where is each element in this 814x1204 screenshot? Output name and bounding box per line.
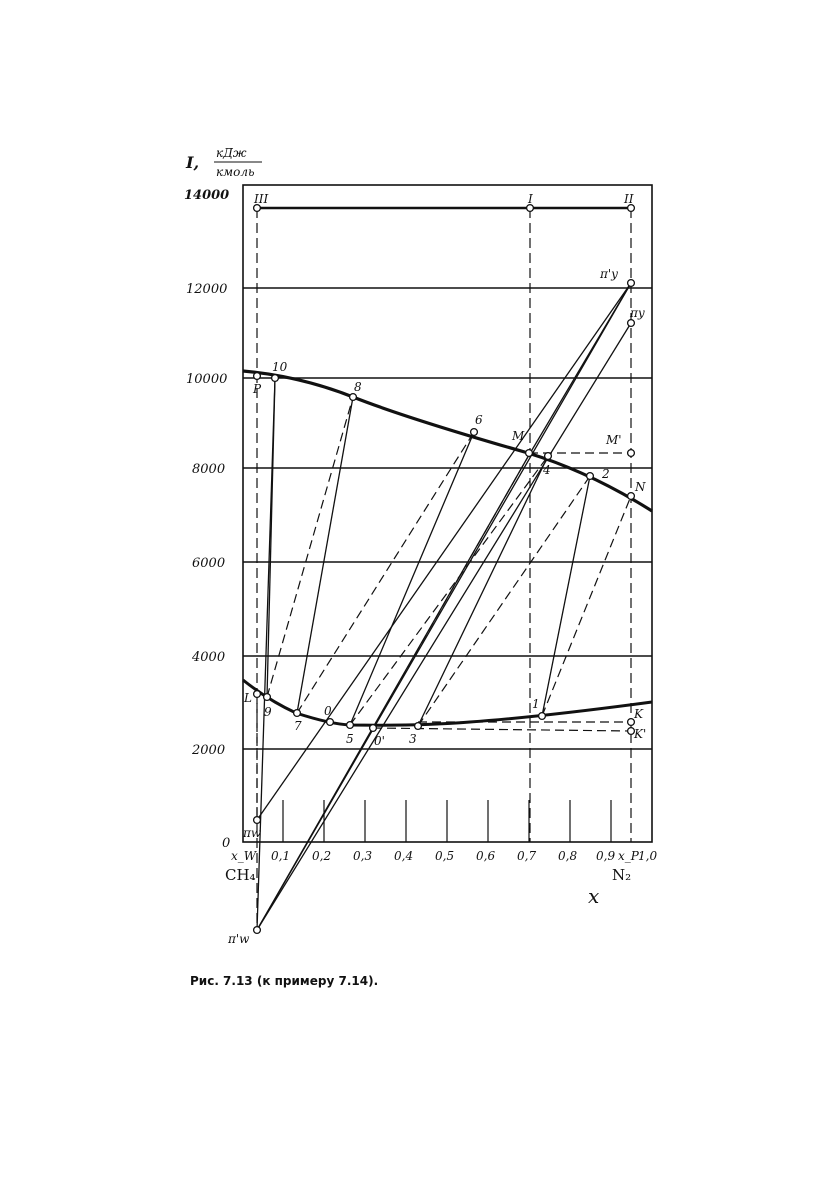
point-label: 5 <box>346 732 354 746</box>
dashed-tie-lines <box>257 397 631 820</box>
point-marker <box>370 725 377 732</box>
point-marker <box>254 691 261 698</box>
point-piy-prime <box>599 267 634 286</box>
point-5 <box>346 722 354 746</box>
y-tick-label: 4000 <box>192 650 226 665</box>
y-tick-labels <box>184 188 230 851</box>
tie-line <box>373 455 529 728</box>
point-6 <box>471 413 483 435</box>
point-7 <box>294 710 302 733</box>
point-marker <box>587 473 594 480</box>
point-label: M <box>512 429 525 443</box>
figure-caption: Рис. 7.13 (к примеру 7.14). <box>190 974 379 988</box>
x-tick-label: 0,6 <box>476 849 496 863</box>
point-label: 10 <box>272 360 288 374</box>
point-I <box>527 192 534 211</box>
x-special-label-xp: x_P <box>618 849 639 863</box>
point-marker <box>628 450 635 457</box>
liquid-enthalpy-curve <box>243 680 652 725</box>
point-label: 9 <box>264 705 272 719</box>
y-tick-label: 2000 <box>192 743 226 758</box>
point-label: 1 <box>532 697 540 711</box>
x-tick-label: 0,3 <box>353 849 373 863</box>
point-piw <box>242 817 262 840</box>
x-tick-label: 1,0 <box>638 849 658 863</box>
y-tick-label: 6000 <box>192 556 226 571</box>
point-marker <box>545 453 552 460</box>
point-K-prime <box>628 727 647 741</box>
point-marker <box>254 817 261 824</box>
point-marker <box>471 429 478 436</box>
point-label: 6 <box>475 413 483 427</box>
point-label: 0' <box>374 734 385 748</box>
x-tick-label: 0,4 <box>394 849 414 863</box>
point-marker <box>327 719 334 726</box>
point-label: π'w <box>228 932 250 946</box>
point-marker <box>628 280 635 287</box>
op-line <box>257 323 631 930</box>
point-label: 0 <box>324 704 332 718</box>
x-tick-labels <box>231 849 657 863</box>
plot-frame <box>243 185 652 842</box>
y-axis-unit-numerator: кДж <box>216 146 247 160</box>
point-marker <box>539 713 546 720</box>
tie-line <box>297 432 474 713</box>
point-label: N <box>635 480 646 494</box>
point-marker <box>264 694 271 701</box>
point-marker <box>628 493 635 500</box>
point-marker <box>347 722 354 729</box>
tie-line <box>373 728 631 731</box>
point-piy <box>628 306 645 326</box>
x-tick-label: 0,5 <box>435 849 455 863</box>
y-axis-label: I, <box>186 153 200 172</box>
point-label: II <box>624 192 634 206</box>
op-line <box>529 283 631 455</box>
y-axis-unit-denominator: кмоль <box>216 165 255 179</box>
y-tick-label: 8000 <box>192 462 226 477</box>
op-line <box>297 397 353 713</box>
x-tick-label: 0,1 <box>271 849 291 863</box>
point-label: M' <box>606 433 622 447</box>
left-substance-label: CH₄ <box>225 866 256 884</box>
point-marker <box>294 710 301 717</box>
x-tick-label: 0,9 <box>596 849 616 863</box>
tie-line <box>350 456 548 725</box>
x-tick-label: 0,8 <box>558 849 578 863</box>
op-line <box>350 432 474 725</box>
point-marker <box>628 320 635 327</box>
point-marker <box>254 927 261 934</box>
point-label: K <box>634 707 643 721</box>
point-label: I <box>528 192 533 206</box>
gridlines <box>243 288 652 749</box>
op-line <box>542 476 590 716</box>
right-substance-label: N₂ <box>612 866 632 884</box>
point-4 <box>542 453 551 477</box>
point-label: 8 <box>354 380 362 394</box>
point-label: III <box>254 192 269 206</box>
op-line <box>267 378 275 697</box>
point-P <box>252 373 262 396</box>
tie-line <box>542 496 631 716</box>
x-axis-label: x <box>588 884 600 908</box>
point-8 <box>350 380 362 400</box>
point-label: πw <box>243 826 262 840</box>
point-label: πу <box>630 306 645 320</box>
point-marker <box>350 394 357 401</box>
point-label: K' <box>634 727 647 741</box>
op-line <box>257 283 631 930</box>
point-label: 7 <box>294 719 302 733</box>
point-marker <box>272 375 279 382</box>
point-label: P <box>253 382 262 396</box>
x-tick-label: 0,7 <box>517 849 537 863</box>
point-label: 3 <box>409 732 417 746</box>
point-label: 4 <box>543 463 551 477</box>
point-label: L <box>244 691 252 705</box>
y-tick-label: 0 <box>222 836 231 851</box>
x-tick-label: 0,2 <box>312 849 332 863</box>
x-tick-marks <box>283 800 611 842</box>
point-9 <box>264 694 272 719</box>
vapor-enthalpy-curve <box>243 371 652 511</box>
tie-line <box>267 397 353 697</box>
point-L <box>243 691 260 705</box>
x-special-label-xw: x_W <box>231 849 257 863</box>
point-label: 2 <box>602 467 610 481</box>
y-tick-label: 12000 <box>186 282 228 297</box>
dashed-verticals <box>257 208 631 930</box>
point-N <box>628 480 646 499</box>
point-marker <box>415 723 422 730</box>
tie-line <box>418 476 590 726</box>
y-tick-label: 14000 <box>184 188 230 203</box>
solid-operating-lines <box>257 283 631 930</box>
point-K <box>628 707 644 725</box>
point-piw-prime <box>227 927 260 946</box>
point-label: π'у <box>600 267 619 281</box>
point-marker <box>526 450 533 457</box>
point-2 <box>587 467 610 481</box>
y-tick-label: 10000 <box>186 372 228 387</box>
point-marker <box>254 373 261 380</box>
